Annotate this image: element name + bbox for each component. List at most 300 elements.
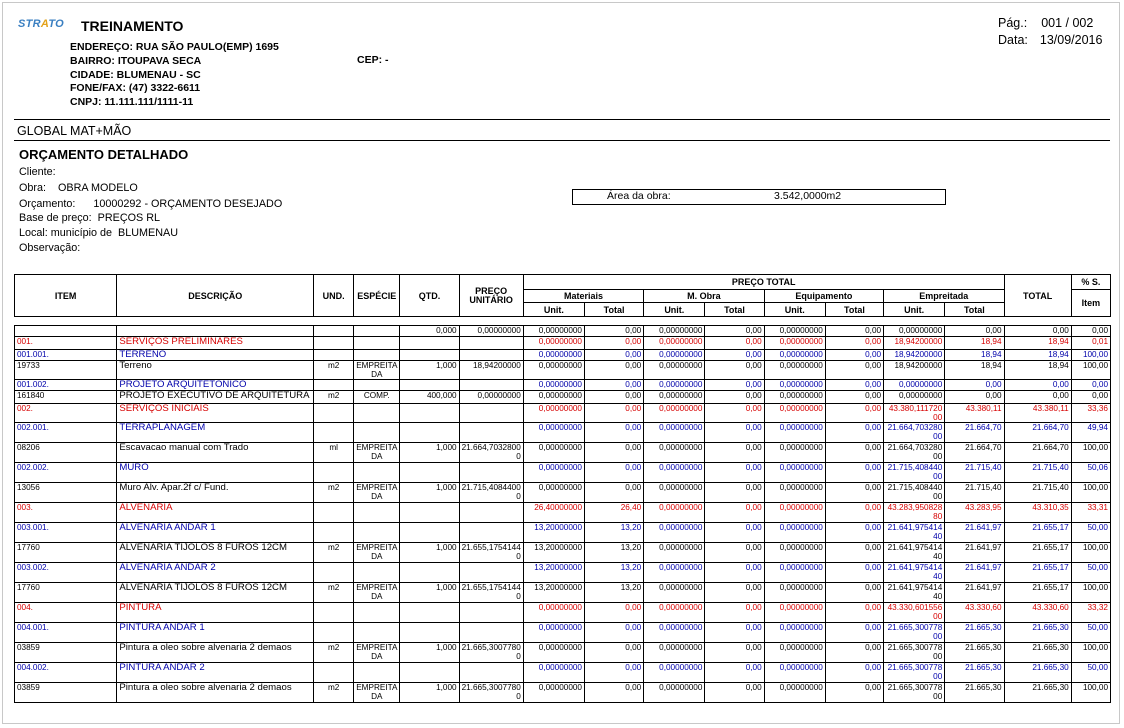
materiais-total-cell: 0,00 [585, 683, 644, 703]
page-label: Pág.: [998, 16, 1028, 30]
especie-cell: EMPREITA DA [354, 683, 400, 703]
total-cell: 21.665,30 [1004, 663, 1071, 683]
materiais-unit-cell: 0,00000000 [523, 603, 584, 623]
especie-cell [354, 463, 400, 483]
equipamento-total-cell: 0,00 [825, 523, 883, 543]
description-cell: PROJETO ARQUITETONICO [117, 380, 314, 391]
qtd-cell [400, 503, 459, 523]
page-number: 001 / 002 [1041, 16, 1094, 30]
qtd-cell [400, 404, 459, 423]
especie-cell: EMPREITA DA [354, 443, 400, 463]
unit-cell [314, 350, 354, 361]
divider [14, 119, 1110, 120]
item-cell: 001.002. [15, 380, 117, 391]
mobra-total-cell: 0,00 [705, 543, 764, 563]
page-info [998, 15, 1102, 49]
unit-cell [314, 663, 354, 683]
materiais-total-cell: 13,20 [585, 523, 644, 543]
description-cell: PINTURA [117, 603, 314, 623]
strato-logo: STRATO [18, 18, 65, 30]
equipamento-total-cell: 0,00 [825, 543, 883, 563]
qtd-cell: 1,000 [400, 361, 459, 380]
empreitada-unit-cell: 0,00000000 [884, 380, 945, 391]
especie-cell [354, 563, 400, 583]
total-cell: 0,00 [1004, 380, 1071, 391]
especie-cell [354, 603, 400, 623]
empreitada-unit-cell: 21.641,975414 40 [884, 523, 945, 543]
equipamento-total-cell: 0,00 [825, 337, 883, 350]
qtd-cell: 1,000 [400, 443, 459, 463]
company-cnpj: CNPJ: 11.111.111/1111-11 [70, 96, 194, 109]
empreitada-unit-cell: 0,00000000 [884, 326, 945, 337]
especie-cell [354, 423, 400, 443]
pct-cell: 100,00 [1071, 583, 1110, 603]
unit-cell [314, 337, 354, 350]
materiais-total-cell: 0,00 [585, 380, 644, 391]
table-row [15, 503, 1111, 523]
table-row [15, 380, 1111, 391]
equipamento-unit-cell: 0,00000000 [764, 337, 825, 350]
pct-cell: 0,00 [1071, 326, 1110, 337]
preco-unitario-cell [459, 463, 523, 483]
especie-cell [354, 623, 400, 643]
company-endereco: ENDEREÇO: RUA SÃO PAULO(EMP) 1695 [70, 41, 279, 53]
materiais-total-cell: 0,00 [585, 483, 644, 503]
item-cell: 08206 [15, 443, 117, 463]
materiais-total-cell: 0,00 [585, 337, 644, 350]
table-row [15, 663, 1111, 683]
especie-cell: EMPREITA DA [354, 361, 400, 380]
company-fone: FONE/FAX: (47) 3322-6611 [70, 82, 201, 95]
materiais-total-cell: 0,00 [585, 643, 644, 663]
mobra-unit-cell: 0,00000000 [644, 563, 705, 583]
empreitada-total-cell: 21.664,70 [945, 423, 1004, 443]
unit-cell: m2 [314, 361, 354, 380]
total-cell: 18,94 [1004, 350, 1071, 361]
materiais-unit-cell: 0,00000000 [523, 623, 584, 643]
description-cell: ALVENARIA ANDAR 2 [117, 563, 314, 583]
especie-cell [354, 503, 400, 523]
empreitada-unit-cell: 21.641,975414 40 [884, 563, 945, 583]
table-row [15, 361, 1111, 380]
header-unit: Unit. [523, 303, 584, 317]
mobra-total-cell: 0,00 [705, 337, 764, 350]
materiais-total-cell: 0,00 [585, 423, 644, 443]
company-cep: CEP: - [357, 54, 389, 66]
preco-unitario-cell: 21.664,7032800 0 [459, 443, 523, 463]
header-descricao: DESCRIÇÃO [117, 275, 314, 317]
table-row [15, 543, 1111, 563]
description-cell: ALVENARIA TIJOLOS 8 FUROS 12CM [117, 543, 314, 563]
mobra-total-cell: 0,00 [705, 443, 764, 463]
total-cell: 18,94 [1004, 361, 1071, 380]
table-row [15, 483, 1111, 503]
pct-cell: 50,00 [1071, 663, 1110, 683]
materiais-total-cell: 13,20 [585, 563, 644, 583]
equipamento-unit-cell: 0,00000000 [764, 443, 825, 463]
empreitada-unit-cell: 43.380,111720 00 [884, 404, 945, 423]
mobra-unit-cell: 0,00000000 [644, 523, 705, 543]
mobra-unit-cell: 0,00000000 [644, 404, 705, 423]
company-name: TREINAMENTO [81, 18, 184, 34]
equipamento-total-cell: 0,00 [825, 326, 883, 337]
especie-cell [354, 337, 400, 350]
total-cell: 21.664,70 [1004, 443, 1071, 463]
header-total-sub: Total [945, 303, 1004, 317]
total-cell: 43.380,11 [1004, 404, 1071, 423]
mobra-total-cell: 0,00 [705, 643, 764, 663]
table-row [15, 350, 1111, 361]
item-cell: 003. [15, 503, 117, 523]
header-total-sub: Total [705, 303, 764, 317]
item-cell: 161840 [15, 391, 117, 404]
pct-cell: 33,36 [1071, 404, 1110, 423]
area-label: Área da obra: [607, 190, 671, 202]
especie-cell [354, 326, 400, 337]
item-cell: 004.002. [15, 663, 117, 683]
qtd-cell: 1,000 [400, 543, 459, 563]
preco-unitario-cell [459, 404, 523, 423]
mobra-unit-cell: 0,00000000 [644, 503, 705, 523]
table-row [15, 423, 1111, 443]
table-row [15, 563, 1111, 583]
mobra-total-cell: 0,00 [705, 423, 764, 443]
unit-cell: m2 [314, 391, 354, 404]
description-cell: TERRAPLANAGEM [117, 423, 314, 443]
especie-cell [354, 350, 400, 361]
preco-unitario-cell: 21.715,4084400 0 [459, 483, 523, 503]
empreitada-total-cell: 21.641,97 [945, 543, 1004, 563]
total-cell: 21.665,30 [1004, 623, 1071, 643]
empreitada-unit-cell: 18,94200000 [884, 337, 945, 350]
materiais-total-cell: 0,00 [585, 623, 644, 643]
header-total: TOTAL [1004, 275, 1071, 317]
preco-unitario-cell: 0,00000000 [459, 391, 523, 404]
preco-unitario-cell [459, 663, 523, 683]
equipamento-total-cell: 0,00 [825, 643, 883, 663]
header-pct: % S. [1071, 275, 1110, 290]
item-cell: 002.001. [15, 423, 117, 443]
preco-unitario-cell: 18,94200000 [459, 361, 523, 380]
item-cell: 004.001. [15, 623, 117, 643]
total-cell: 21.655,17 [1004, 523, 1071, 543]
empreitada-unit-cell: 21.664,703280 00 [884, 423, 945, 443]
pct-cell: 0,00 [1071, 391, 1110, 404]
qtd-cell [400, 563, 459, 583]
mobra-total-cell: 0,00 [705, 563, 764, 583]
equipamento-total-cell: 0,00 [825, 361, 883, 380]
materiais-total-cell: 0,00 [585, 443, 644, 463]
info-orcamento: Orçamento: 10000292 - ORÇAMENTO DESEJADO [19, 198, 283, 210]
mobra-total-cell: 0,00 [705, 523, 764, 543]
pct-cell: 49,94 [1071, 423, 1110, 443]
equipamento-total-cell: 0,00 [825, 350, 883, 361]
description-cell: Escavacao manual com Trado [117, 443, 314, 463]
equipamento-total-cell: 0,00 [825, 423, 883, 443]
total-cell: 21.655,17 [1004, 543, 1071, 563]
preco-unitario-cell [459, 523, 523, 543]
materiais-total-cell: 26,40 [585, 503, 644, 523]
item-cell: 003.001. [15, 523, 117, 543]
materiais-unit-cell: 0,00000000 [523, 391, 584, 404]
equipamento-total-cell: 0,00 [825, 503, 883, 523]
equipamento-total-cell: 0,00 [825, 443, 883, 463]
item-cell: 002. [15, 404, 117, 423]
empreitada-total-cell: 43.380,11 [945, 404, 1004, 423]
mobra-total-cell: 0,00 [705, 483, 764, 503]
preco-unitario-cell [459, 350, 523, 361]
empreitada-total-cell: 0,00 [945, 391, 1004, 404]
empreitada-total-cell: 21.665,30 [945, 643, 1004, 663]
empreitada-total-cell: 21.665,30 [945, 623, 1004, 643]
qtd-cell [400, 337, 459, 350]
equipamento-unit-cell: 0,00000000 [764, 404, 825, 423]
mobra-unit-cell: 0,00000000 [644, 583, 705, 603]
item-cell: 001.001. [15, 350, 117, 361]
materiais-total-cell: 0,00 [585, 663, 644, 683]
empreitada-total-cell: 18,94 [945, 361, 1004, 380]
equipamento-unit-cell: 0,00000000 [764, 503, 825, 523]
qtd-cell: 1,000 [400, 483, 459, 503]
equipamento-unit-cell: 0,00000000 [764, 463, 825, 483]
materiais-unit-cell: 13,20000000 [523, 563, 584, 583]
mobra-total-cell: 0,00 [705, 350, 764, 361]
table-row [15, 583, 1111, 603]
unit-cell: m2 [314, 643, 354, 663]
description-cell: Pintura a oleo sobre alvenaria 2 demaos [117, 643, 314, 663]
budget-table [14, 274, 1111, 703]
header-equipamento: Equipamento [764, 290, 883, 303]
header-empreitada: Empreitada [884, 290, 1004, 303]
materiais-unit-cell: 0,00000000 [523, 380, 584, 391]
header-materiais: Materiais [523, 290, 643, 303]
equipamento-total-cell: 0,00 [825, 563, 883, 583]
materiais-unit-cell: 13,20000000 [523, 543, 584, 563]
empreitada-unit-cell: 21.665,300778 00 [884, 683, 945, 703]
preco-unitario-cell [459, 603, 523, 623]
equipamento-total-cell: 0,00 [825, 583, 883, 603]
materiais-unit-cell: 0,00000000 [523, 463, 584, 483]
equipamento-unit-cell: 0,00000000 [764, 326, 825, 337]
pct-cell: 100,00 [1071, 483, 1110, 503]
empreitada-unit-cell: 0,00000000 [884, 391, 945, 404]
header-unit: Unit. [764, 303, 825, 317]
mobra-unit-cell: 0,00000000 [644, 361, 705, 380]
mobra-unit-cell: 0,00000000 [644, 423, 705, 443]
empreitada-unit-cell: 18,94200000 [884, 350, 945, 361]
empreitada-unit-cell: 18,94200000 [884, 361, 945, 380]
info-cliente: Cliente: [19, 166, 56, 178]
item-cell: 003.002. [15, 563, 117, 583]
empreitada-unit-cell: 21.715,408440 00 [884, 483, 945, 503]
mobra-total-cell: 0,00 [705, 404, 764, 423]
especie-cell: EMPREITA DA [354, 583, 400, 603]
mobra-unit-cell: 0,00000000 [644, 337, 705, 350]
unit-cell [314, 623, 354, 643]
materiais-unit-cell: 0,00000000 [523, 361, 584, 380]
table-row [15, 443, 1111, 463]
info-observacao: Observação: [19, 242, 81, 254]
unit-cell [314, 503, 354, 523]
equipamento-unit-cell: 0,00000000 [764, 643, 825, 663]
empreitada-total-cell: 21.641,97 [945, 583, 1004, 603]
item-cell: 03859 [15, 683, 117, 703]
materiais-total-cell: 13,20 [585, 543, 644, 563]
empreitada-total-cell: 0,00 [945, 326, 1004, 337]
qtd-cell: 0,000 [400, 326, 459, 337]
preco-unitario-cell [459, 563, 523, 583]
qtd-cell: 1,000 [400, 583, 459, 603]
pct-cell: 50,06 [1071, 463, 1110, 483]
table-row [15, 404, 1111, 423]
total-cell: 18,94 [1004, 337, 1071, 350]
mobra-total-cell: 0,00 [705, 583, 764, 603]
materiais-unit-cell: 0,00000000 [523, 404, 584, 423]
equipamento-total-cell: 0,00 [825, 663, 883, 683]
especie-cell: EMPREITA DA [354, 643, 400, 663]
materiais-total-cell: 13,20 [585, 583, 644, 603]
equipamento-unit-cell: 0,00000000 [764, 683, 825, 703]
pct-cell: 33,32 [1071, 603, 1110, 623]
unit-cell [314, 404, 354, 423]
mobra-unit-cell: 0,00000000 [644, 623, 705, 643]
equipamento-total-cell: 0,00 [825, 380, 883, 391]
mobra-unit-cell: 0,00000000 [644, 443, 705, 463]
equipamento-total-cell: 0,00 [825, 483, 883, 503]
mobra-unit-cell: 0,00000000 [644, 483, 705, 503]
table-row [15, 391, 1111, 404]
item-cell: 004. [15, 603, 117, 623]
qtd-cell [400, 663, 459, 683]
qtd-cell [400, 380, 459, 391]
empreitada-unit-cell: 21.641,975414 40 [884, 543, 945, 563]
especie-cell: EMPREITA DA [354, 543, 400, 563]
unit-cell: m2 [314, 683, 354, 703]
pct-cell: 100,00 [1071, 361, 1110, 380]
pct-cell: 50,00 [1071, 523, 1110, 543]
description-cell: PINTURA ANDAR 1 [117, 623, 314, 643]
materiais-total-cell: 0,00 [585, 404, 644, 423]
unit-cell [314, 326, 354, 337]
header-qtd: QTD. [400, 275, 459, 317]
mobra-total-cell: 0,00 [705, 463, 764, 483]
equipamento-unit-cell: 0,00000000 [764, 380, 825, 391]
header-unit: Unit. [884, 303, 945, 317]
pct-cell: 100,00 [1071, 443, 1110, 463]
mobra-total-cell: 0,00 [705, 503, 764, 523]
materiais-unit-cell: 0,00000000 [523, 443, 584, 463]
description-cell: PINTURA ANDAR 2 [117, 663, 314, 683]
pct-cell: 50,00 [1071, 563, 1110, 583]
equipamento-unit-cell: 0,00000000 [764, 391, 825, 404]
empreitada-total-cell: 18,94 [945, 350, 1004, 361]
total-cell: 43.330,60 [1004, 603, 1071, 623]
pct-cell: 0,01 [1071, 337, 1110, 350]
pct-cell: 100,00 [1071, 350, 1110, 361]
mobra-unit-cell: 0,00000000 [644, 683, 705, 703]
empreitada-unit-cell: 21.641,975414 40 [884, 583, 945, 603]
equipamento-total-cell: 0,00 [825, 603, 883, 623]
empreitada-total-cell: 21.641,97 [945, 563, 1004, 583]
empreitada-total-cell: 21.665,30 [945, 663, 1004, 683]
unit-cell [314, 380, 354, 391]
info-base-preco: Base de preço: PREÇOS RL [19, 212, 161, 224]
description-cell: MURO [117, 463, 314, 483]
total-cell: 0,00 [1004, 391, 1071, 404]
especie-cell: COMP. [354, 391, 400, 404]
total-cell: 21.655,17 [1004, 563, 1071, 583]
qtd-cell [400, 463, 459, 483]
mobra-total-cell: 0,00 [705, 603, 764, 623]
header-und: UND. [314, 275, 354, 317]
table-row [15, 326, 1111, 337]
equipamento-unit-cell: 0,00000000 [764, 623, 825, 643]
qtd-cell [400, 623, 459, 643]
description-cell: SERVIÇOS PRELIMINARES [117, 337, 314, 350]
description-cell: SERVIÇOS INICIAIS [117, 404, 314, 423]
unit-cell: m2 [314, 543, 354, 563]
empreitada-unit-cell: 43.330,601556 00 [884, 603, 945, 623]
materiais-unit-cell: 0,00000000 [523, 423, 584, 443]
description-cell [117, 326, 314, 337]
header-item: ITEM [15, 275, 117, 317]
especie-cell [354, 404, 400, 423]
equipamento-unit-cell: 0,00000000 [764, 523, 825, 543]
qtd-cell [400, 423, 459, 443]
item-cell: 03859 [15, 643, 117, 663]
mobra-total-cell: 0,00 [705, 663, 764, 683]
mobra-total-cell: 0,00 [705, 380, 764, 391]
item-cell: 002.002. [15, 463, 117, 483]
empreitada-total-cell: 21.715,40 [945, 483, 1004, 503]
especie-cell [354, 523, 400, 543]
pct-cell: 100,00 [1071, 683, 1110, 703]
qtd-cell: 1,000 [400, 643, 459, 663]
mobra-unit-cell: 0,00000000 [644, 391, 705, 404]
table-row [15, 643, 1111, 663]
header-pct-item: Item [1071, 290, 1110, 317]
empreitada-total-cell: 21.641,97 [945, 523, 1004, 543]
mobra-unit-cell: 0,00000000 [644, 326, 705, 337]
unit-cell [314, 603, 354, 623]
header-unit: Unit. [644, 303, 705, 317]
empreitada-unit-cell: 21.665,300778 00 [884, 623, 945, 643]
equipamento-unit-cell: 0,00000000 [764, 350, 825, 361]
mobra-total-cell: 0,00 [705, 623, 764, 643]
header-mobra: M. Obra [644, 290, 764, 303]
qtd-cell [400, 523, 459, 543]
info-local: Local: município de BLUMENAU [19, 227, 179, 239]
description-cell: Muro Alv. Apar.2f c/ Fund. [117, 483, 314, 503]
unit-cell: ml [314, 443, 354, 463]
unit-cell: m2 [314, 583, 354, 603]
unit-cell [314, 423, 354, 443]
header-total-sub: Total [825, 303, 883, 317]
empreitada-total-cell: 21.664,70 [945, 443, 1004, 463]
materiais-unit-cell: 0,00000000 [523, 326, 584, 337]
pct-cell: 0,00 [1071, 380, 1110, 391]
total-cell: 21.664,70 [1004, 423, 1071, 443]
info-obra: Obra: OBRA MODELO [19, 182, 138, 194]
divider [14, 140, 1110, 141]
preco-unitario-cell [459, 337, 523, 350]
equipamento-total-cell: 0,00 [825, 391, 883, 404]
total-cell: 43.310,35 [1004, 503, 1071, 523]
total-cell: 0,00 [1004, 326, 1071, 337]
empreitada-unit-cell: 43.283,950828 80 [884, 503, 945, 523]
mobra-total-cell: 0,00 [705, 326, 764, 337]
pct-cell: 100,00 [1071, 643, 1110, 663]
